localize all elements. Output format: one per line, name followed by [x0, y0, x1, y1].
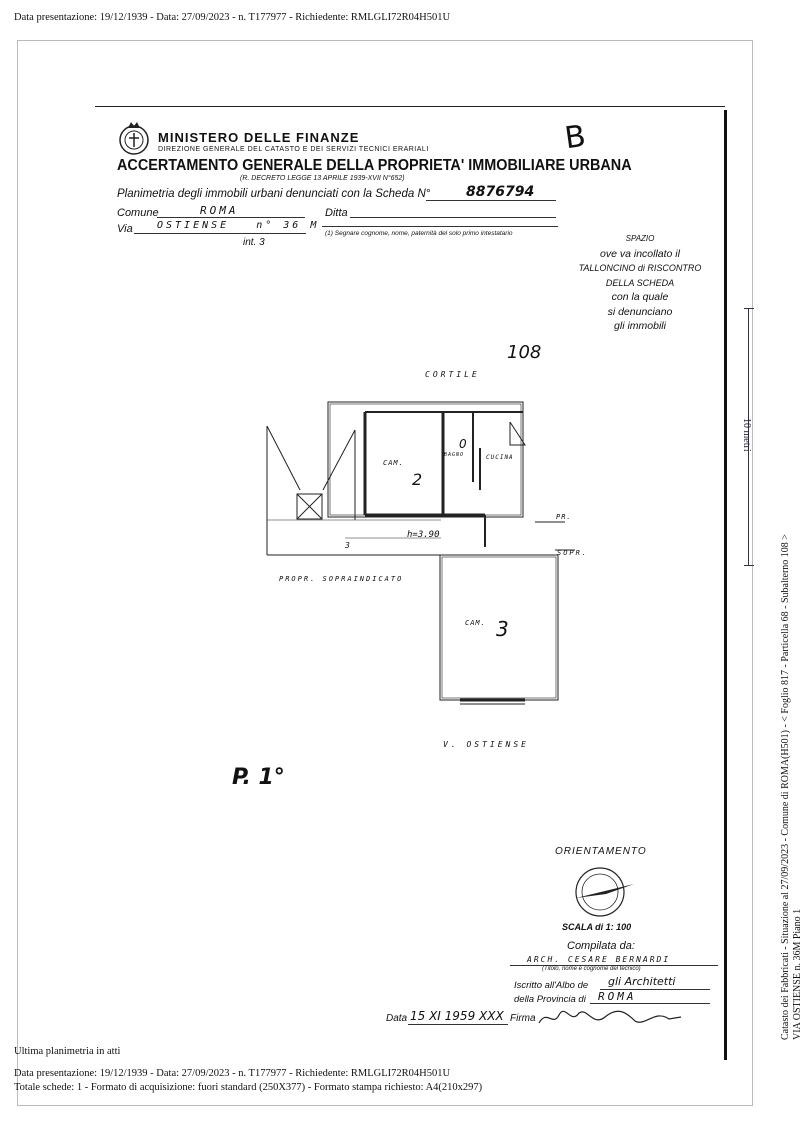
data-label: Data [386, 1013, 408, 1024]
plan-note-108: 108 [507, 342, 542, 363]
plan-label-sopr: SOPR. [557, 549, 589, 557]
provincia-line [590, 1003, 710, 1004]
sheet-top-edge [95, 106, 725, 107]
plan-label-bagno: BAGNO [444, 452, 465, 458]
comune-label: Comune [117, 207, 159, 219]
ditta-label: Ditta [325, 207, 348, 219]
footnote: (1) Segnare cognome, nome, paternità del solo primo intestatario [325, 230, 513, 237]
planimetria-label: Planimetria degli immobili urbani denunciati con la Scheda N° [117, 188, 431, 200]
provincia-value: ROMA [598, 990, 637, 1003]
compilata-label: Compilata da: [567, 940, 635, 952]
ditta-line [350, 217, 556, 218]
plan-room-number-3: 3 [496, 617, 509, 641]
plan-label-pr: PR. [556, 513, 572, 521]
plan-label-cortile: CORTILE [425, 370, 480, 379]
sheet-right-edge [724, 110, 727, 1060]
plan-room-number-2: 2 [412, 470, 423, 489]
spazio-box: SPAZIO ove va incollato il TALLONCINO di RISCONTRO DELLA SCHEDA con la quale si denunciano gli immobili [578, 234, 702, 332]
plan-label-street: V. OSTIENSE [443, 740, 529, 749]
interno: int. 3 [243, 237, 265, 248]
scheda-number: 8876794 [466, 184, 535, 200]
direction-name: DIREZIONE GENERALE DEL CATASTO E DEI SERVIZI TECNICI ERARIALI [158, 146, 429, 153]
plan-height: h=3.90 [407, 530, 440, 540]
firma-label: Firma [510, 1013, 536, 1024]
scala-label: SCALA di 1: 100 [562, 922, 632, 932]
plan-mark-o: 0 [459, 437, 467, 451]
iscritto-label: Iscritto all'Albo de [514, 980, 589, 991]
floor-plan [255, 390, 585, 720]
scale-label: 10 metri [741, 418, 752, 452]
side-info-line-1: Catasto dei Fabbricati - Situazione al 27/09/2023 - Comune di ROMA(H501) - < Foglio 817 - Particella 68 - Subalterno 108 > [780, 534, 791, 1040]
footnote-line [322, 226, 558, 227]
signature-image [535, 1005, 685, 1031]
state-emblem-icon [116, 120, 152, 158]
side-info-line-2: VIA OSTIENSE n. 36M Piano 1 [792, 908, 803, 1040]
header-info: Data presentazione: 19/12/1939 - Data: 27/09/2023 - n. T177977 - Richiedente: RMLGLI72R04H501U [14, 12, 451, 23]
plan-label-cucina: CUCINA [486, 454, 514, 461]
data-line [408, 1024, 508, 1025]
side-info [780, 534, 804, 1040]
form-title: ACCERTAMENTO GENERALE DELLA PROPRIETA' IMMOBILIARE URBANA [117, 157, 632, 174]
decree-ref: (R. DECRETO LEGGE 13 APRILE 1939-XVII N°652) [240, 175, 405, 182]
floor-label: P. 1° [232, 765, 285, 790]
via-value: OSTIENSE n° 36 M [157, 220, 320, 231]
comune-value: ROMA [200, 204, 239, 217]
plan-label-cam-2: CAM. [465, 619, 486, 627]
footer-line-2: Totale schede: 1 - Formato di acquisizione: fuori standard (250X377) - Formato stampa richiesto: A4(210x297) [14, 1082, 483, 1093]
plan-label-cam-1: CAM. [383, 459, 404, 467]
plan-number-3: 3 [345, 541, 353, 550]
plan-label-propr: PROPR. SOPRAINDICATO [279, 575, 404, 583]
orientamento-label: ORIENTAMENTO [555, 846, 647, 857]
last-plan-note: Ultima planimetria in atti [14, 1046, 121, 1057]
via-label: Via [117, 223, 133, 235]
tecnico-note: (Titolo, nome e cognome del tecnico) [542, 966, 641, 972]
provincia-label: della Provincia di [514, 994, 586, 1005]
compass-icon [568, 862, 638, 922]
corner-letter: B [562, 118, 588, 157]
via-line [134, 233, 306, 234]
ministry-name: MINISTERO DELLE FINANZE [158, 130, 360, 145]
scheda-line [426, 200, 556, 201]
footer-line-1: Data presentazione: 19/12/1939 - Data: 27/09/2023 - n. T177977 - Richiedente: RMLGLI72R04H501U [14, 1068, 451, 1079]
tecnico-name: ARCH. CESARE BERNARDI [527, 955, 671, 964]
data-value: 15 XI 1959 XXX [410, 1009, 504, 1023]
iscritto-value: gli Architetti [608, 975, 676, 988]
comune-line [157, 217, 305, 218]
